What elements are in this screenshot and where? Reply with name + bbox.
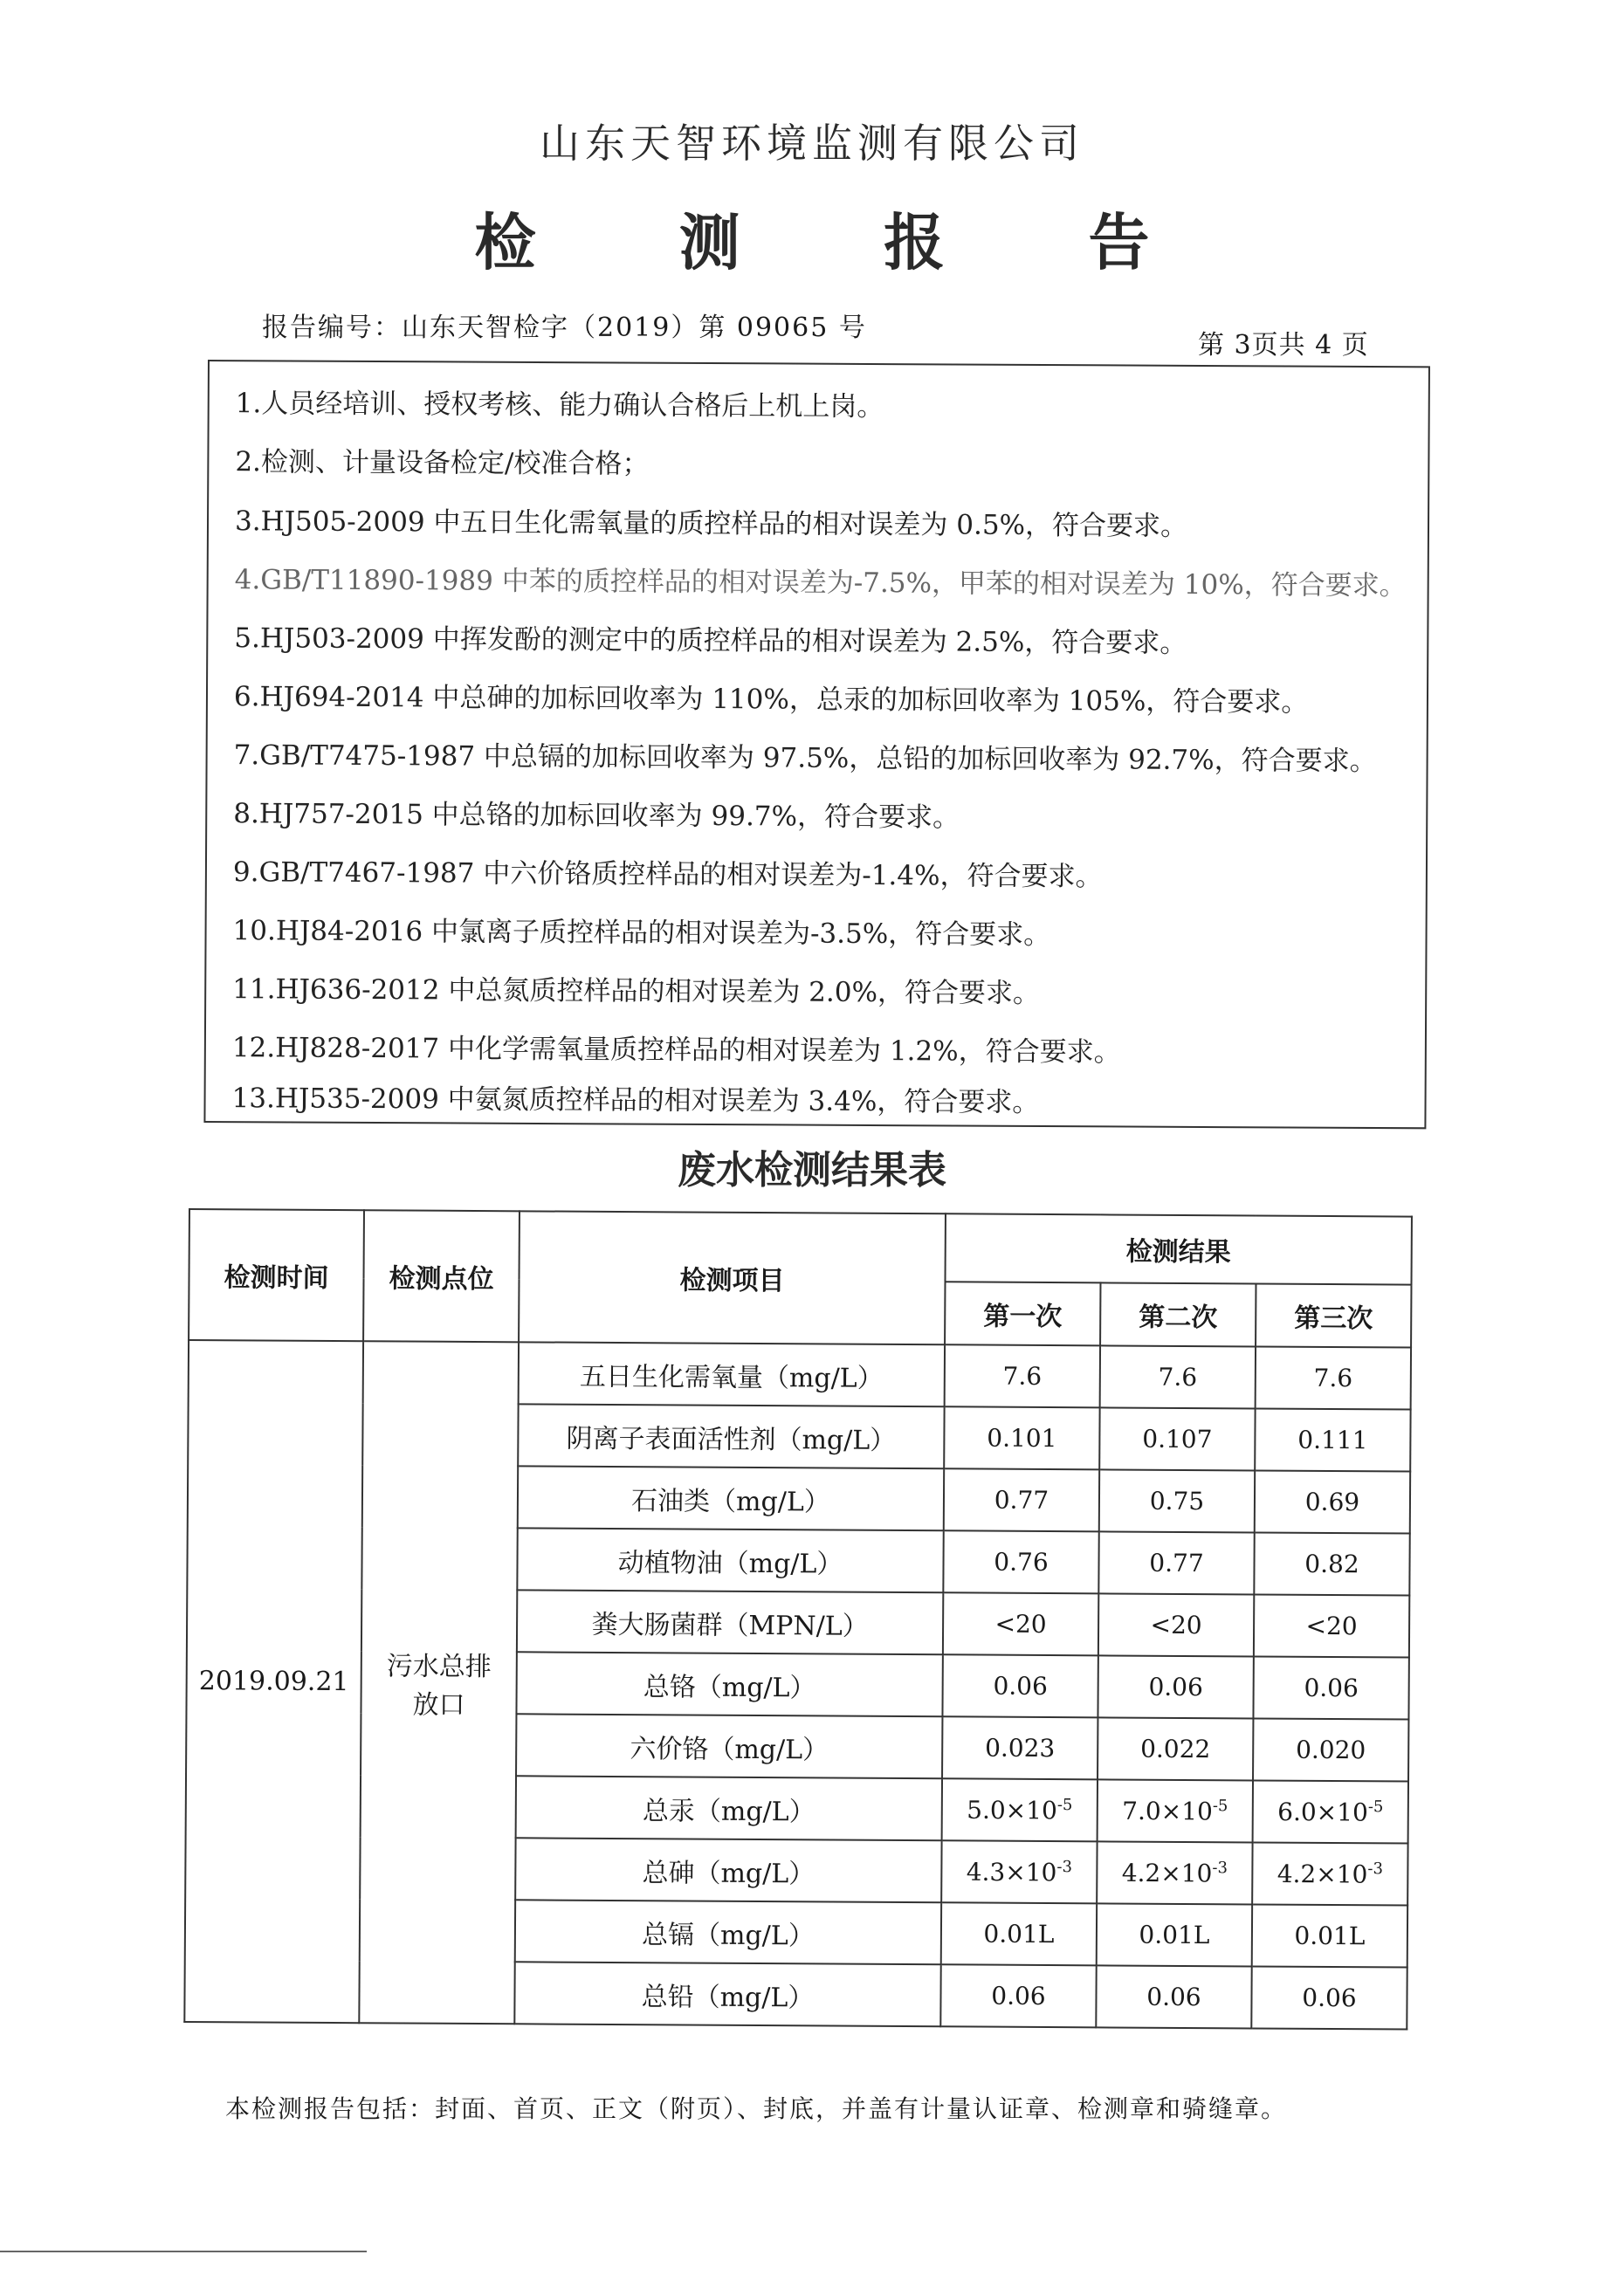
result-value [1099,1407,1255,1470]
note-item: 12.HJ828-2017 中化学需氧量质控样品的相对误差为 1.2%，符合要求。 [231,1032,1121,1069]
result-mantissa: 0.111 [1297,1425,1368,1455]
test-item: 阴离子表面活性剂（mg/L） [518,1404,944,1468]
result-mantissa: <20 [1305,1611,1358,1641]
result-value [1255,1470,1410,1533]
header-second: 第二次 [1100,1282,1256,1346]
table-row [189,1340,1411,1410]
result-value [942,1716,1098,1779]
result-exponent: -5 [1367,1798,1384,1817]
result-mantissa: 5.0×10 [967,1795,1057,1825]
result-value [1252,1842,1407,1905]
result-mantissa: 7.6 [1313,1363,1353,1393]
result-value [944,1406,1099,1469]
test-item: 总砷（mg/L） [515,1838,941,1902]
footer-note: 本检测报告包括：封面、首页、正文（附页）、封底，并盖有计量认证章、检测章和骑缝章。 [225,2094,1288,2123]
result-value [1251,1966,1407,2029]
result-mantissa: 0.06 [1302,1983,1357,2013]
table-header-row [189,1209,1412,1285]
result-mantissa: 4.3×10 [966,1857,1057,1887]
note-item: 7.GB/T7475-1987 中总镉的加标回收率为 97.5%，总铅的加标回收率为 92.7%，符合要求。 [233,739,1377,778]
result-exponent: -3 [1212,1859,1228,1878]
result-value [1098,1593,1254,1656]
result-mantissa: 0.01L [983,1919,1055,1949]
result-value [1097,1903,1252,1966]
result-value [1253,1718,1408,1781]
header-location: 检测点位 [363,1210,520,1342]
test-item: 五日生化需氧量（mg/L） [519,1342,945,1406]
page-number: 第 3页共 4 页 [1198,330,1369,361]
header-item: 检测项目 [519,1211,946,1344]
result-value [1098,1655,1253,1718]
result-value [943,1592,1098,1655]
result-mantissa: 0.06 [1148,1672,1203,1702]
note-item: 9.GB/T7467-1987 中六价铬质控样品的相对误差为-1.4%，符合要求。 [232,856,1103,893]
test-item: 总汞（mg/L） [516,1776,942,1840]
note-item: 8.HJ757-2015 中总铬的加标回收率为 99.7%，符合要求。 [233,798,960,834]
result-value [945,1344,1100,1407]
result-value [1100,1345,1256,1408]
note-item: 10.HJ84-2016 中氯离子质控样品的相对误差为-3.5%，符合要求。 [232,915,1051,952]
bottom-rule [0,2251,367,2252]
result-value [1253,1656,1408,1719]
result-mantissa: 4.2×10 [1121,1858,1213,1888]
note-item: 5.HJ503-2009 中挥发酚的测定中的质控样品的相对误差为 2.5%，符合要求。 [234,622,1187,659]
result-mantissa: <20 [994,1609,1047,1640]
table-title: 废水检测结果表 [678,1148,946,1193]
result-value [1256,1346,1411,1409]
result-value [1098,1779,1253,1842]
header-first: 第一次 [945,1282,1100,1345]
result-value [942,1778,1098,1841]
result-value [942,1654,1098,1717]
result-value [1097,1841,1252,1904]
test-item: 粪大肠菌群（MPN/L） [517,1590,943,1654]
test-item: 总铬（mg/L） [516,1652,942,1716]
result-mantissa: 0.06 [993,1671,1048,1701]
result-mantissa: 6.0×10 [1277,1797,1368,1827]
sampling-location [359,1341,519,2024]
result-value [941,1840,1097,1903]
test-item: 石油类（mg/L） [518,1466,944,1530]
result-mantissa: 0.77 [1149,1548,1204,1578]
result-value [1255,1408,1410,1471]
result-value [1252,1904,1407,1967]
result-mantissa: <20 [1150,1610,1202,1640]
note-item: 1.人员经培训、授权考核、能力确认合格后上机上岗。 [235,388,884,423]
result-mantissa: 7.0×10 [1122,1796,1213,1826]
result-mantissa: 0.020 [1296,1735,1366,1765]
result-exponent: -3 [1056,1857,1073,1877]
result-value [1098,1717,1253,1780]
test-item: 六价铬（mg/L） [516,1714,942,1778]
quality-control-notes [203,360,1430,1129]
note-item: 11.HJ636-2012 中总氮质控样品的相对误差为 2.0%，符合要求。 [232,973,1041,1009]
test-item: 总镉（mg/L） [515,1900,941,1964]
header-third: 第三次 [1256,1283,1411,1347]
header-time: 检测时间 [189,1209,364,1341]
result-value [940,1964,1096,2027]
result-mantissa: 0.69 [1304,1487,1360,1517]
sampling-date: 2019.09.21 [184,1340,363,2023]
result-mantissa: 0.01L [1294,1921,1366,1951]
result-value [941,1902,1097,1965]
result-mantissa: 0.022 [1140,1734,1211,1764]
result-exponent: -5 [1056,1795,1073,1815]
result-mantissa: 0.107 [1142,1424,1213,1454]
result-exponent: -3 [1367,1859,1384,1879]
wastewater-results-table [183,1208,1413,2031]
result-value [1099,1469,1255,1532]
result-mantissa: 0.101 [987,1423,1057,1454]
note-item: 4.GB/T11890-1989 中苯的质控样品的相对误差为-7.5%，甲苯的相对误差为 10%，符合要求。 [234,564,1407,602]
result-mantissa: 7.6 [1158,1362,1198,1392]
result-mantissa: 0.82 [1304,1549,1359,1579]
result-mantissa: 7.6 [1002,1361,1043,1391]
result-value [1098,1531,1254,1594]
result-exponent: -5 [1212,1797,1228,1816]
note-item: 13.HJ535-2009 中氨氮质控样品的相对误差为 3.4%，符合要求。 [231,1083,1040,1118]
location-line: 污水总排 [386,1650,492,1682]
result-mantissa: 0.06 [1146,1982,1201,2012]
note-item: 2.检测、计量设备检定/校准合格； [235,446,650,480]
test-item: 总铅（mg/L） [514,1962,940,2026]
result-mantissa: 0.76 [994,1547,1049,1578]
result-mantissa: 0.75 [1149,1486,1205,1516]
result-mantissa: 0.06 [1304,1673,1359,1703]
report-title: 检 测 报 告 [474,207,1211,278]
result-mantissa: 0.06 [991,1981,1046,2011]
result-mantissa: 0.01L [1139,1920,1210,1950]
result-value [1253,1780,1408,1843]
result-value [1096,1965,1251,2028]
report-number: 报告编号：山东天智检字（2019）第 09065 号 [262,313,867,343]
header-result: 检测结果 [946,1213,1412,1284]
company-name: 山东天智环境监测有限公司 [540,120,1084,167]
location-line: 放口 [412,1689,465,1721]
result-mantissa: 0.023 [985,1733,1056,1763]
test-item: 动植物油（mg/L） [517,1528,943,1592]
result-value [1254,1532,1409,1595]
result-mantissa: 0.77 [994,1485,1049,1516]
result-value [943,1530,1098,1593]
result-value [1254,1594,1409,1657]
note-item: 6.HJ694-2014 中总砷的加标回收率为 110%，总汞的加标回收率为 105%，符合要求。 [233,681,1309,718]
result-mantissa: 4.2×10 [1276,1859,1368,1889]
note-item: 3.HJ505-2009 中五日生化需氧量的质控样品的相对误差为 0.5%，符合要求。 [234,505,1188,542]
result-value [944,1468,1099,1531]
